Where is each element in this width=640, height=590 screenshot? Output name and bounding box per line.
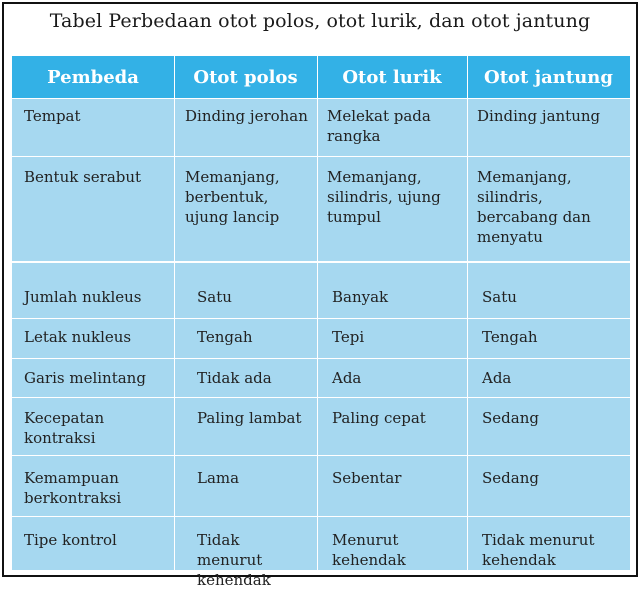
comparison-table — [12, 56, 630, 589]
cell-pembeda: Letak nukleus — [24, 328, 132, 346]
row-divider — [12, 516, 630, 517]
cell-jantung: Tidak menurut kehendak — [482, 531, 595, 569]
cell-polos: Tidak ada — [197, 369, 272, 387]
cell-lurik: Sebentar — [332, 469, 402, 487]
table-title: Tabel Perbedaan otot polos, otot lurik, dan otot jantung — [49, 10, 591, 32]
cell-lurik: Tepi — [332, 328, 365, 346]
cell-pembeda: Kecepatan kontraksi — [24, 409, 105, 447]
row-divider — [12, 156, 630, 157]
cell-jantung: Tengah — [482, 328, 538, 346]
cell-jantung: Memanjang, silindris, bercabang dan menyatu — [477, 168, 591, 246]
row-divider — [12, 358, 630, 359]
header-otot-polos: Otot polos — [193, 66, 298, 88]
cell-polos: Tidak menurut kehendak — [197, 531, 271, 589]
row-divider — [12, 397, 630, 398]
table-frame — [2, 2, 638, 589]
row-divider — [12, 455, 630, 456]
row-divider — [12, 261, 630, 263]
cell-pembeda: Tipe kontrol — [24, 531, 117, 549]
cell-pembeda: Tempat — [24, 107, 81, 125]
header-pembeda: Pembeda — [47, 66, 139, 88]
cell-lurik: Paling cepat — [332, 409, 426, 427]
cell-jantung: Dinding jantung — [477, 107, 601, 125]
cell-polos: Tengah — [197, 328, 253, 346]
cell-polos: Satu — [197, 288, 232, 306]
cell-jantung: Ada — [482, 369, 512, 387]
cell-polos: Dinding jerohan — [185, 107, 308, 125]
cell-jantung: Sedang — [482, 409, 539, 427]
cell-pembeda: Jumlah nukleus — [24, 288, 142, 306]
column-divider — [467, 56, 468, 570]
cell-polos: Paling lambat — [197, 409, 302, 427]
cell-pembeda: Kemampuan berkontraksi — [24, 469, 122, 507]
cell-lurik: Memanjang, silindris, ujung tumpul — [327, 168, 441, 226]
cell-lurik: Melekat pada rangka — [327, 107, 431, 145]
column-divider — [317, 56, 318, 570]
cell-polos: Memanjang, berbentuk, ujung lancip — [185, 168, 280, 226]
cell-jantung: Sedang — [482, 469, 539, 487]
cell-pembeda: Garis melintang — [24, 369, 146, 387]
cell-lurik: Ada — [332, 369, 362, 387]
row-divider — [12, 318, 630, 319]
header-otot-lurik: Otot lurik — [342, 66, 442, 88]
cell-pembeda: Bentuk serabut — [24, 168, 142, 186]
row-divider — [12, 98, 630, 99]
cell-lurik: Menurut kehendak — [332, 531, 406, 569]
header-row — [12, 56, 630, 98]
cell-lurik: Banyak — [332, 288, 389, 306]
cell-jantung: Satu — [482, 288, 517, 306]
cell-polos: Lama — [197, 469, 240, 487]
column-divider — [174, 56, 175, 570]
header-otot-jantung: Otot jantung — [484, 66, 613, 88]
